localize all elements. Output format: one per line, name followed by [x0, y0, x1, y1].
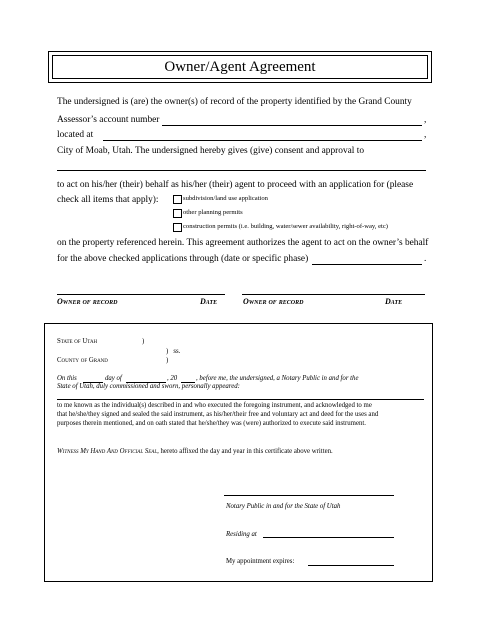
residing-at-label: Residing at	[226, 531, 257, 538]
witness-label: Witness My Hand And Official Seal	[57, 448, 158, 455]
check-items-line: check all items that apply):	[57, 195, 159, 205]
notary-signature-line[interactable]	[224, 495, 394, 496]
residing-at-field[interactable]	[263, 537, 394, 538]
owner-of-record-label-2: Owner of record	[243, 297, 304, 306]
agent-line: to act on his/her (their) behalf as his/her (their) agent to proceed with an application for (please	[57, 180, 414, 190]
notary-body-1: to me known as the individual(s) described in and who executed the foregoing instrument, and acknowledged to me	[57, 402, 372, 409]
through-period: .	[424, 254, 427, 264]
agent-name-field[interactable]	[57, 170, 426, 171]
checkbox-label-construction: construction permits (i.e. building, water/sewer availability, right-of-way, etc)	[183, 223, 388, 230]
located-at-label: located at	[57, 130, 94, 140]
on-this-label: On this	[57, 375, 77, 382]
located-at-field[interactable]	[103, 140, 422, 141]
owner-signature-line-2[interactable]	[242, 294, 425, 295]
year-label: , 20	[167, 375, 178, 382]
notary-body-3: purposes therein mentioned, and on oath stated that he/she/they was (were) authorized to execute said instrument.	[57, 420, 366, 427]
date-label-2: Date	[385, 297, 403, 306]
witness-line	[57, 447, 333, 456]
consent-line: City of Moab, Utah. The undersigned hereby gives (give) consent and approval to	[57, 146, 365, 156]
checkbox-label-planning: other planning permits	[183, 209, 243, 216]
appointment-expires-field[interactable]	[308, 565, 394, 566]
county-paren: )	[166, 357, 169, 364]
state-of-utah: State of Utah	[57, 338, 98, 345]
account-number-label: Assessor’s account number	[57, 115, 160, 125]
through-line: for the above checked applications through (date or specific phase)	[57, 254, 309, 264]
county-of-grand: County of Grand	[57, 357, 108, 364]
account-number-field[interactable]	[162, 125, 422, 126]
notary-commissioned-line: State of Utah, duly commissioned and sworn, personally appeared:	[57, 383, 240, 390]
notary-body-2: that he/she/they signed and sealed the said instrument, as his/her/their free and voluntary act and deed for the uses and	[57, 411, 379, 418]
appointment-expires-label: My appointment expires:	[226, 558, 295, 565]
checkbox-construction[interactable]	[173, 223, 182, 232]
witness-rest: , hereto affixed the day and year in this certificate above written.	[157, 448, 333, 455]
checkbox-subdivision[interactable]	[173, 195, 182, 204]
appeared-name-field[interactable]	[57, 399, 424, 400]
checkbox-planning[interactable]	[173, 209, 182, 218]
notary-public-label: Notary Public in and for the State of Utah	[226, 503, 341, 510]
authorization-line: on the property referenced herein. This agreement authorizes the agent to act on the owner’s behalf	[57, 238, 429, 248]
owner-of-record-label-1: Owner of record	[57, 297, 118, 306]
day-of-label: day of	[105, 375, 122, 382]
through-date-field[interactable]	[312, 264, 422, 265]
checkbox-label-subdivision: subdivision/land use application	[183, 195, 268, 202]
intro-line-1: The undersigned is (are) the owner(s) of record of the property identified by the Grand County	[57, 97, 412, 107]
located-at-comma: ,	[424, 130, 427, 140]
ss-mark: ) ss.	[166, 348, 181, 355]
page-title: Owner/Agent Agreement	[52, 55, 428, 79]
state-paren: )	[142, 338, 145, 345]
title-box	[48, 51, 432, 83]
notary-intro-rest: , before me, the undersigned, a Notary Public in and for the	[196, 375, 359, 382]
account-number-comma: ,	[424, 115, 427, 125]
date-label-1: Date	[200, 297, 218, 306]
owner-signature-line-1[interactable]	[57, 294, 225, 295]
